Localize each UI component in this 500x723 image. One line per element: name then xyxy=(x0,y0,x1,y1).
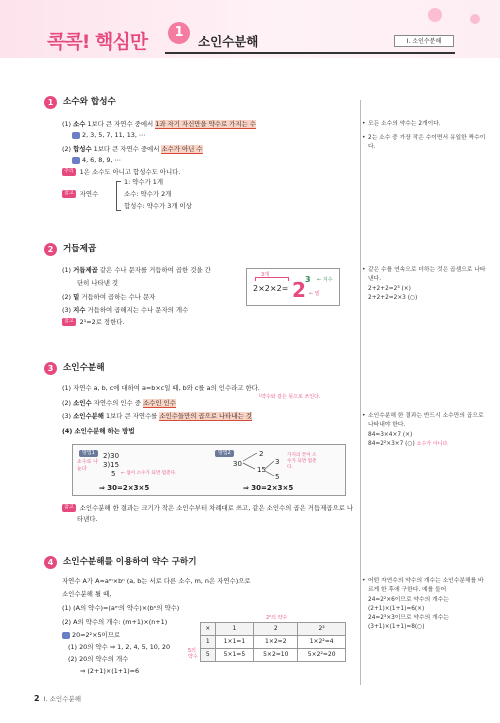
section-heading xyxy=(44,96,116,109)
header-rule xyxy=(165,52,455,54)
reference-line: 타낸다. xyxy=(77,515,98,523)
example-line: 2, 3, 5, 7, 11, 13, ⋯ xyxy=(72,131,145,140)
example-line: ⇒ (2+1)×(1+1)=6 xyxy=(80,667,140,675)
sidebar-divider xyxy=(360,100,361,685)
reference-line: 참고 소인수분해 한 결과는 크기가 작은 소인수부터 차례대로 쓰고, 같은 소인수의 곱은 거듭제곱으로 나 xyxy=(64,504,354,512)
brand-title: 콕콕! 핵심만 xyxy=(47,31,148,53)
example-line: (1) 20의 약수 ⇒ 1, 2, 4, 5, 10, 20 xyxy=(68,643,171,651)
chapter-number: 1 xyxy=(168,22,190,44)
formula-line: (2) A의 약수의 개수: (m+1)×(n+1) xyxy=(62,618,168,626)
section-number: 2 xyxy=(44,243,57,256)
example-line: (2) 20의 약수의 개수 xyxy=(68,655,129,663)
section-heading xyxy=(44,362,105,375)
table-caption: 2²의 약수 xyxy=(266,615,288,621)
caution-line: 주의 1은 소수도 아니고 합성수도 아니다. xyxy=(64,168,181,176)
section-title: 소인수분해 xyxy=(63,363,105,374)
example-icon xyxy=(72,132,80,139)
example-icon xyxy=(72,157,80,164)
section-title: 소수와 합성수 xyxy=(63,97,116,108)
definition-line: 소인수분해 될 때, xyxy=(62,590,112,598)
chapter-title: 소인수분해 xyxy=(198,34,259,49)
section-heading xyxy=(44,243,96,256)
definition-line: (3) 지수 거듭하여 곱해지는 수나 문자의 개수 xyxy=(62,306,189,314)
page-footer xyxy=(34,693,81,705)
factor-tree xyxy=(241,449,281,481)
section-heading xyxy=(44,556,197,569)
annotation: └약수와 같은 뜻으로 쓰인다. xyxy=(258,394,321,400)
brace-item: 합성수: 약수가 3개 이상 xyxy=(124,202,192,210)
definition-line: (1) 자연수 a, b, c에 대하여 a=b×c일 때, b와 c를 a의 인수라고 한다. xyxy=(62,384,260,392)
brace xyxy=(116,181,121,211)
example-line: 20=2²×5이므로 xyxy=(62,631,120,640)
reference-line: 참고 2¹=2로 정한다. xyxy=(64,318,125,326)
definition-line: (1) 소수 1보다 큰 자연수 중에서 1과 자기 자신만을 약수로 가지는 수 xyxy=(62,120,256,128)
section-number: 3 xyxy=(44,362,57,375)
definition-line: (2) 밑 거듭하여 곱하는 수나 문자 xyxy=(62,293,156,301)
definition-line: (2) 소인수 자연수의 인수 중 소수인 인수 xyxy=(62,399,176,407)
page-number: 2 xyxy=(34,694,40,703)
section-title: 소인수분해를 이용하여 약수 구하기 xyxy=(63,557,197,568)
definition-line: (3) 소인수분해 1보다 큰 자연수를 소인수들만의 곱으로 나타내는 것 xyxy=(62,412,252,420)
side-note: • 어떤 자연수의 약수의 개수는 소인수분해를 바르게 한 후에 구한다. 예를 들어 24=2²×6이므로 약수의 개수는 (2+1)×(1+1)=6(×) 24=2³×3이므로 약수의 개수는 (3+1)×(1+1)=8(○) xyxy=(362,578,484,631)
side-tag: I. 소인수분해 xyxy=(394,35,454,47)
section-number: 4 xyxy=(44,556,57,569)
example-icon xyxy=(62,632,70,639)
table-caption: 5의 약수 xyxy=(188,648,198,660)
section-number: 1 xyxy=(44,96,57,109)
definition-line: 자연수 A가 A=aᵐ×bⁿ (a, b는 서로 다른 소수, m, n은 자연수)으로 xyxy=(62,577,251,585)
footer-label: I. 소인수분해 xyxy=(43,695,82,703)
side-note: • 2는 소수 중 가장 작은 수이면서 유일한 짝수이다. xyxy=(362,135,486,151)
brace-item: 소수: 약수가 2개 xyxy=(124,190,172,198)
definition-line: (4) 소인수분해 하는 방법 xyxy=(62,427,135,435)
method-box: 방법1 소수로 나눈다 2)30 3)15 5 ← 몫이 소수가 되면 멈춘다. ⇒ 30=2×3×5 방법2 30 2 15 3 5 가지의 끝이 소수가 되면 멈춘다. ⇒ 30=2×3×5 xyxy=(72,444,346,496)
definition-line: (1) 거듭제곱 같은 수나 문자를 거듭하여 곱한 것을 간 xyxy=(62,266,211,274)
side-note: • 모든 소수의 약수는 2개이다. xyxy=(362,121,441,127)
divisor-table: × 1 2 2² 1 1×1=1 1×2=2 1×2²=4 5 5×1=5 5×2=10 5×2²=20 xyxy=(200,622,346,662)
side-note: • 소인수분해 한 결과는 반드시 소수만의 곱으로 나타내야 한다. 84=3×4×7 (×) 84=2²×3×7 (○) 소수가 아니다. xyxy=(362,413,484,447)
example-line: 4, 6, 8, 9, ⋯ xyxy=(72,156,121,165)
page-header xyxy=(0,0,500,72)
section-title: 거듭제곱 xyxy=(63,244,97,255)
definition-line: (2) 합성수 1보다 큰 자연수 중에서 소수가 아닌 수 xyxy=(62,145,203,153)
formula-line: (1) (A의 약수)=(aᵐ의 약수)×(bⁿ의 약수) xyxy=(62,604,180,612)
flower-decoration xyxy=(470,14,480,24)
brace-item: 1: 약수가 1개 xyxy=(124,178,164,186)
definition-line: 단히 나타낸 것 xyxy=(77,279,119,287)
side-note: • 같은 수를 연속으로 더하는 것은 곱셈으로 나타낸다. 2+2+2=2³ (×) 2+2+2=2×3 (○) xyxy=(362,267,486,301)
power-diagram: 3개 2×2×2= 2 3 ← 지수 ← 밑 xyxy=(246,268,340,306)
flower-decoration xyxy=(428,8,442,22)
reference-block: 참고 자연수 xyxy=(64,190,99,198)
